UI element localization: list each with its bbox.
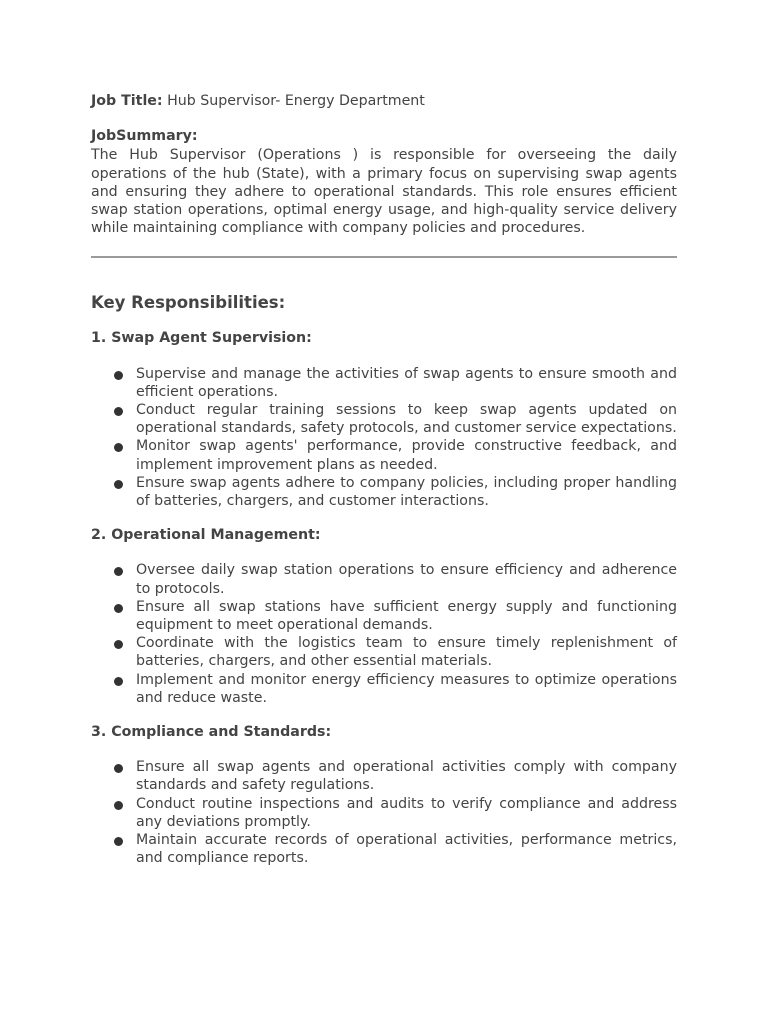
bullet-icon [114, 837, 123, 846]
summary-text: The Hub Supervisor (Operations ) is responsible for overseeing the daily operations of the hub (State), with a primary focus on supervising swap agents and ensuring they adhere to operational standards. This role ensures efficient swap station operations, optimal energy usage, and high-quality service delivery while maintaining compliance with company policies and procedures. [91, 147, 677, 237]
bullet-list [91, 561, 677, 707]
bullet-icon [114, 801, 123, 810]
section-title: 3. Compliance and Standards: [91, 724, 332, 741]
bullet-icon [114, 640, 123, 649]
list-item [91, 671, 677, 707]
list-item [91, 561, 677, 597]
key-responsibilities-heading: Key Responsibilities: [91, 293, 286, 313]
list-item-text: Ensure all swap stations have sufficient energy supply and functioning equipment to meet operational demands. [136, 598, 677, 634]
bullet-icon [114, 604, 123, 613]
list-item-text: Ensure swap agents adhere to company policies, including proper handling of batteries, chargers, and customer interactions. [136, 474, 677, 510]
bullet-icon [114, 407, 123, 416]
list-item [91, 365, 677, 401]
list-item [91, 598, 677, 634]
bullet-icon [114, 567, 123, 576]
bullet-icon [114, 480, 123, 489]
bullet-list [91, 758, 677, 867]
list-item-text: Supervise and manage the activities of swap agents to ensure smooth and efficient operations. [136, 365, 677, 400]
section-compliance-and-standards [91, 723, 677, 867]
list-item-text: Coordinate with the logistics team to ensure timely replenishment of batteries, chargers, and other essential materials. [136, 635, 677, 670]
horizontal-divider [91, 256, 677, 258]
document-page [91, 92, 677, 868]
bullet-icon [114, 677, 123, 686]
list-item-text: Conduct regular training sessions to keep swap agents updated on operational standards, safety protocols, and customer service expectations. [136, 402, 677, 437]
bullet-icon [114, 371, 123, 380]
section-operational-management [91, 526, 677, 707]
job-title-value: Hub Supervisor- Energy Department [167, 93, 425, 109]
bullet-list [91, 365, 677, 511]
list-item [91, 795, 677, 831]
list-item [91, 831, 677, 867]
section-swap-agent-supervision [91, 329, 677, 510]
bullet-icon [114, 764, 123, 773]
section-title: 1. Swap Agent Supervision: [91, 330, 312, 347]
list-item [91, 634, 677, 670]
list-item-text: Ensure all swap agents and operational activities comply with company standards and safety regulations. [136, 759, 677, 794]
list-item-text: Maintain accurate records of operational activities, performance metrics, and compliance reports. [136, 832, 677, 867]
section-title: 2. Operational Management: [91, 527, 321, 544]
summary-heading: JobSummary: [91, 128, 198, 145]
job-title-line [91, 92, 677, 110]
list-item-text: Conduct routine inspections and audits to verify compliance and address any deviations promptly. [136, 795, 677, 830]
bullet-icon [114, 443, 123, 452]
list-item-text: Oversee daily swap station operations to ensure efficiency and adherence to protocols. [136, 562, 677, 597]
list-item-text: Implement and monitor energy efficiency measures to optimize operations and reduce waste. [136, 671, 677, 706]
list-item [91, 758, 677, 794]
list-item [91, 474, 677, 510]
list-item [91, 437, 677, 473]
list-item-text: Monitor swap agents' performance, provide constructive feedback, and implement improvement plans as needed. [136, 438, 677, 473]
list-item [91, 401, 677, 437]
job-title-label: Job Title: [91, 93, 163, 109]
